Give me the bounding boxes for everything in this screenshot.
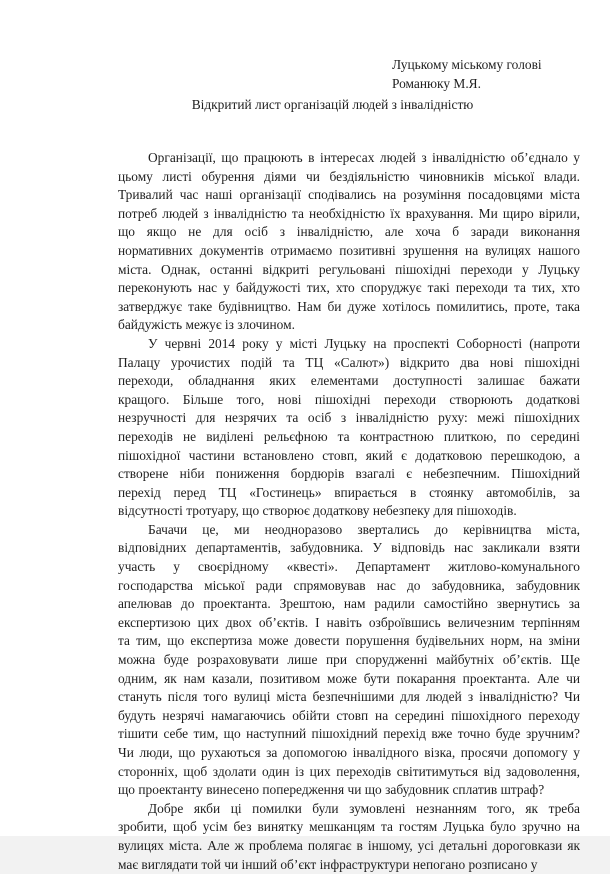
- paragraph-line: вулицях міста. Але ж проблема полягає в іншому, усі детальні дороговкази як: [118, 837, 580, 853]
- paragraph: [118, 335, 580, 521]
- addressee-block: [392, 55, 542, 93]
- paragraph-line: відсутності тротуару, що створює додаткову небезпеку для пішоходів.: [118, 503, 517, 519]
- paragraph-line: тішити себе тим, що наступний пішохідний перехід вже точно буде зручним?: [118, 726, 580, 742]
- paragraph-line: одним, як нам казали, позитивом може бути покарання проектанта. Але чи: [118, 670, 580, 686]
- paragraph-line: пішохідної частини встановлено стовп, який є додатковою перешкодою, а: [118, 447, 580, 463]
- paragraph-line: міста. Однак, останні відкриті регульовані пішохідні переходи у Луцьку: [118, 261, 580, 277]
- paragraph-line: затверджує таке будівництво. Нам би дуже хотілось помилитись, проте, така: [118, 298, 580, 314]
- paragraph: [118, 800, 580, 874]
- addressee-line-1: Луцькому міському голові: [392, 57, 542, 72]
- paragraph-line: кращого. Більше того, нові пішохідні переходи створюють додаткові: [118, 391, 580, 407]
- letter-title: Відкритий лист організацій людей з інвалідністю: [191, 97, 474, 112]
- paragraph-line: незручності для незрячих та осіб з інвалідністю руху: межі пішохідних: [118, 410, 580, 426]
- paragraph-line: нормативних документів отримаємо позитивні зрушення на вулицях нашого: [118, 242, 580, 258]
- paragraph: [118, 521, 580, 800]
- paragraph-line: переходи, обладнання яких елементами доступності залишає бажати: [118, 373, 580, 389]
- paragraph-line: апелював до проектанта. Зрештою, нам радили самостійно звернутись за: [118, 596, 580, 612]
- paragraph-line: зробити, щоб усім без винятку мешканцям та гостям Луцька було зручно на: [118, 819, 580, 835]
- paragraph-line: Організації, що працюють в інтересах людей з інвалідністю об’єднало у: [148, 150, 580, 165]
- paragraph-line: Палацу урочистих подій та ТЦ «Салют») відкрито два нові пішохідні: [118, 354, 580, 370]
- paragraph-line: що якщо не для осіб з інвалідністю, але хоча б заради виконання: [118, 224, 580, 240]
- paragraph-line: Добре якби ці помилки були зумовлені незнанням того, як треба: [148, 800, 580, 816]
- paragraph-line: відповідних департаментів, забудовника. У відповідь нас закликали взяти: [118, 540, 580, 556]
- paragraph-line: байдужість межує із злочином.: [118, 317, 295, 333]
- paragraph-line: має виглядати той чи інший об’єкт інфраструктури непогано розписано у: [118, 856, 538, 872]
- paragraph-line: потреб людей з інвалідністю та необхідністю їх врахування. Ми щиро вірили,: [118, 205, 580, 221]
- paragraph-line: стануть після того вулиці міста безпечнішими для людей з інвалідністю? Чи: [118, 689, 580, 705]
- letter-body: [118, 149, 580, 874]
- paragraph-line: що проектанту винесено попередження чи що забудовник сплатив штраф?: [118, 782, 545, 798]
- paragraph: [118, 149, 580, 335]
- paragraph-line: створене ніби пониження бордюрів взагалі є небезпечним. Пішохідний: [118, 466, 580, 482]
- paragraph-line: перехід перед ТЦ «Гостинець» впирається в стоянку автомобілів, за: [118, 484, 580, 500]
- paragraph-line: сторонніх, щоб здолати один із цих переходів світитимуться від задоволення,: [118, 763, 580, 779]
- paragraph-line: Бачачи це, ми неодноразово звертались до керівництва міста,: [148, 521, 580, 537]
- addressee-line-2: Романюку М.Я.: [392, 76, 481, 91]
- paragraph-line: Чи люди, що рухаються за допомогою інвалідного візка, просячи допомогу у: [118, 745, 580, 760]
- paragraph-line: У червні 2014 року у місті Луцьку на проспекті Соборності (напроти: [148, 335, 580, 351]
- paragraph-line: експертизою цих двох об’єктів. І навіть озброївшись величезним терпінням: [118, 614, 580, 630]
- paragraph-line: будуть незрячі намагаючись обійти стовп на середині пішохідного переходу: [118, 707, 580, 723]
- paragraph-line: цьому листі обурення діями чи бездіяльністю чиновників міської влади.: [118, 168, 580, 184]
- paragraph-line: участь у своєрідному «квесті». Департамент житлово-комунального: [118, 559, 580, 575]
- paragraph-line: переконують нас у байдужості тих, хто споруджує такі переходи та тих, хто: [118, 280, 580, 296]
- paragraph-line: господарства міської ради спрямовував нас до забудовника, забудовник: [118, 577, 580, 593]
- paragraph-line: та тим, що експертиза може довести порушення будівельних норм, на зміни: [118, 633, 580, 649]
- paragraph-line: переходів не виділені рельєфною та контрастною плиткою, по середині: [118, 428, 580, 444]
- paragraph-line: можна буде розраховувати лише при спорудженні майбутніх об’єктів. Ще: [118, 652, 580, 668]
- paragraph-line: Тривалий час наші організації сподівались на розуміння посадовцями міста: [118, 187, 580, 203]
